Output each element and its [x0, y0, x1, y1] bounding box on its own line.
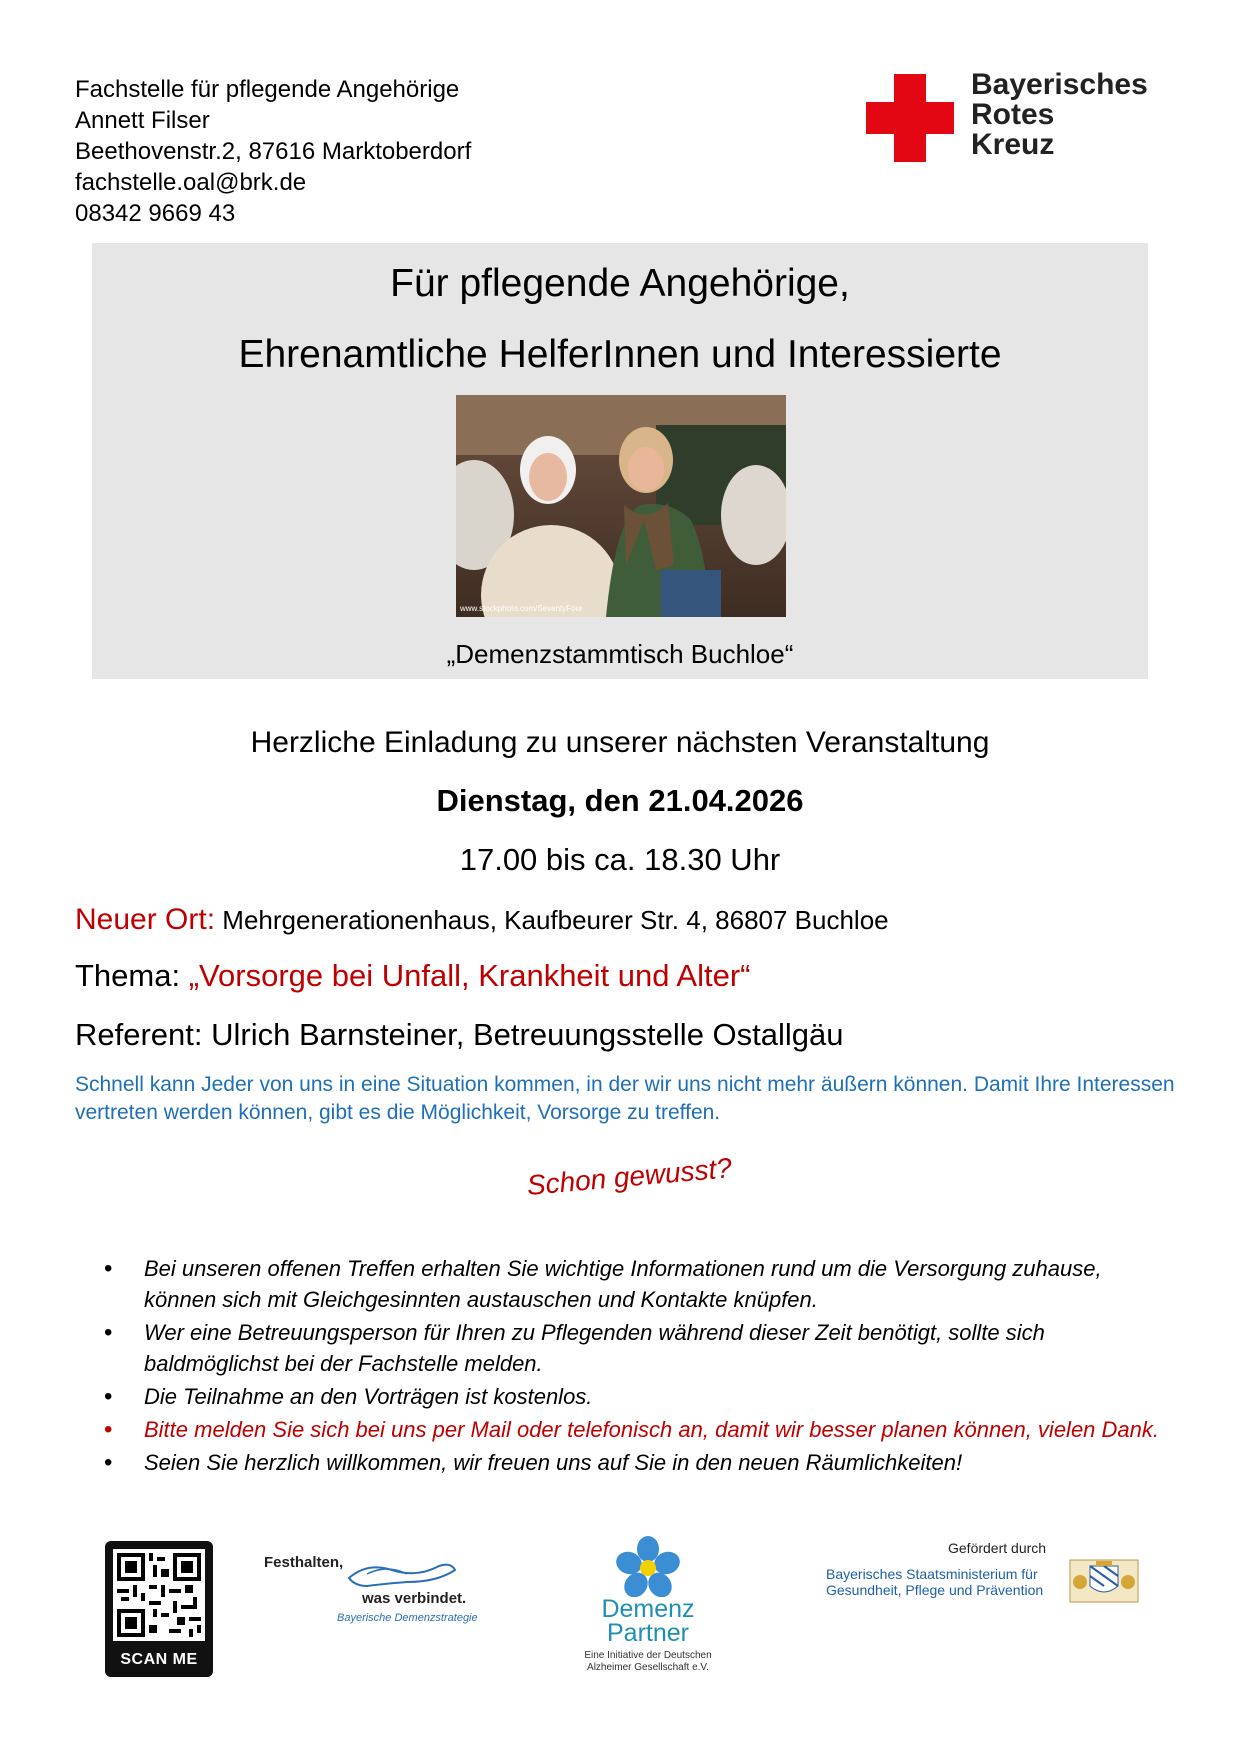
hero-title-line2: Ehrenamtliche HelferInnen und Interessierte [238, 333, 1002, 376]
brk-logo [866, 64, 1166, 164]
red-cross-icon [866, 74, 954, 162]
contact-org: Fachstelle für pflegende Angehörige [75, 76, 460, 103]
hero-box [92, 243, 1148, 679]
contact-phone[interactable]: 08342 9669 43 [75, 200, 236, 227]
contact-email[interactable]: fachstelle.oal@brk.de [75, 169, 307, 196]
qr-scan-label: SCAN ME [120, 1651, 198, 1668]
list-item: • Seien Sie herzlich willkommen, wir freuen uns auf Sie in den neuen Räumlichkeiten! [100, 1447, 1170, 1478]
ministry-logo [820, 1540, 1150, 1610]
list-item: • Die Teilnahme an den Vorträgen ist kostenlos. [100, 1381, 1170, 1412]
demenz-partner-logo: Demenz Partner Eine Initiative der Deutschen Alzheimer Gesellschaft e.V. [568, 1535, 728, 1675]
forget-me-not-icon [616, 1535, 680, 1597]
list-item: • Bei unseren offenen Treffen erhalten Sie wichtige Informationen rund um die Versorgung zuhause, können sich mit Gleichgesinnten austauschen und Kontakte knüpfen. [100, 1253, 1170, 1315]
brk-logo-text: Bayerisches Rotes Kreuz [971, 68, 1148, 161]
schon-gewusst-heading: Schon gewusst? [525, 1152, 733, 1201]
hero-caption: „Demenzstammtisch Buchloe“ [446, 639, 794, 669]
topic-label: Thema: [75, 958, 181, 993]
bavarian-crest-icon [1068, 1558, 1140, 1604]
location-label: Neuer Ort: [75, 903, 216, 936]
event-topic [75, 958, 750, 994]
event-date: Dienstag, den 21.04.2026 [436, 783, 804, 818]
qr-code-icon [113, 1549, 205, 1641]
gefoerdert-label: Gefördert durch [948, 1540, 1047, 1556]
qr-code-badge[interactable] [105, 1541, 213, 1677]
info-list [100, 1253, 1170, 1480]
contact-address: Beethovenstr.2, 87616 Marktoberdorf [75, 138, 472, 165]
event-speaker: Referent: Ulrich Barnsteiner, Betreuungsstelle Ostallgäu [75, 1017, 844, 1052]
topic-value: „Vorsorge bei Unfall, Krankheit und Alter“ [188, 958, 751, 993]
invite-text: Herzliche Einladung zu unserer nächsten Veranstaltung [250, 726, 990, 759]
hero-title-line1: Für pflegende Angehörige, [390, 262, 850, 305]
ministry-name: Bayerisches Staatsministerium für Gesundheit, Pflege und Prävention [826, 1566, 1044, 1598]
event-location [75, 903, 889, 937]
festhalten-logo: Festhalten, was verbindet. Bayerische Demenzstrategie [264, 1554, 478, 1624]
list-item: • Bitte melden Sie sich bei uns per Mail oder telefonisch an, damit wir besser planen können, vielen Dank. [100, 1414, 1170, 1445]
location-value: Mehrgenerationenhaus, Kaufbeurer Str. 4, 86807 Buchloe [222, 905, 889, 935]
list-item: • Wer eine Betreuungsperson für Ihren zu Pflegenden während dieser Zeit benötigt, sollte sich baldmöglichst bei der Fachstelle melden. [100, 1317, 1170, 1379]
intro-paragraph: Schnell kann Jeder von uns in eine Situation kommen, in der wir uns nicht mehr äußern können. Damit Ihre Interessen vertreten werden können, gibt es die Möglichkeit, Vorsorge zu treffen. [75, 1073, 1175, 1124]
hero-photo [456, 395, 786, 617]
svg-text:www.stockphoto.com/SeventyFour: www.stockphoto.com/SeventyFour [460, 604, 583, 613]
event-time: 17.00 bis ca. 18.30 Uhr [459, 842, 781, 877]
contact-person: Annett Filser [75, 107, 210, 134]
hands-icon [347, 1556, 457, 1592]
contact-block [75, 74, 471, 229]
